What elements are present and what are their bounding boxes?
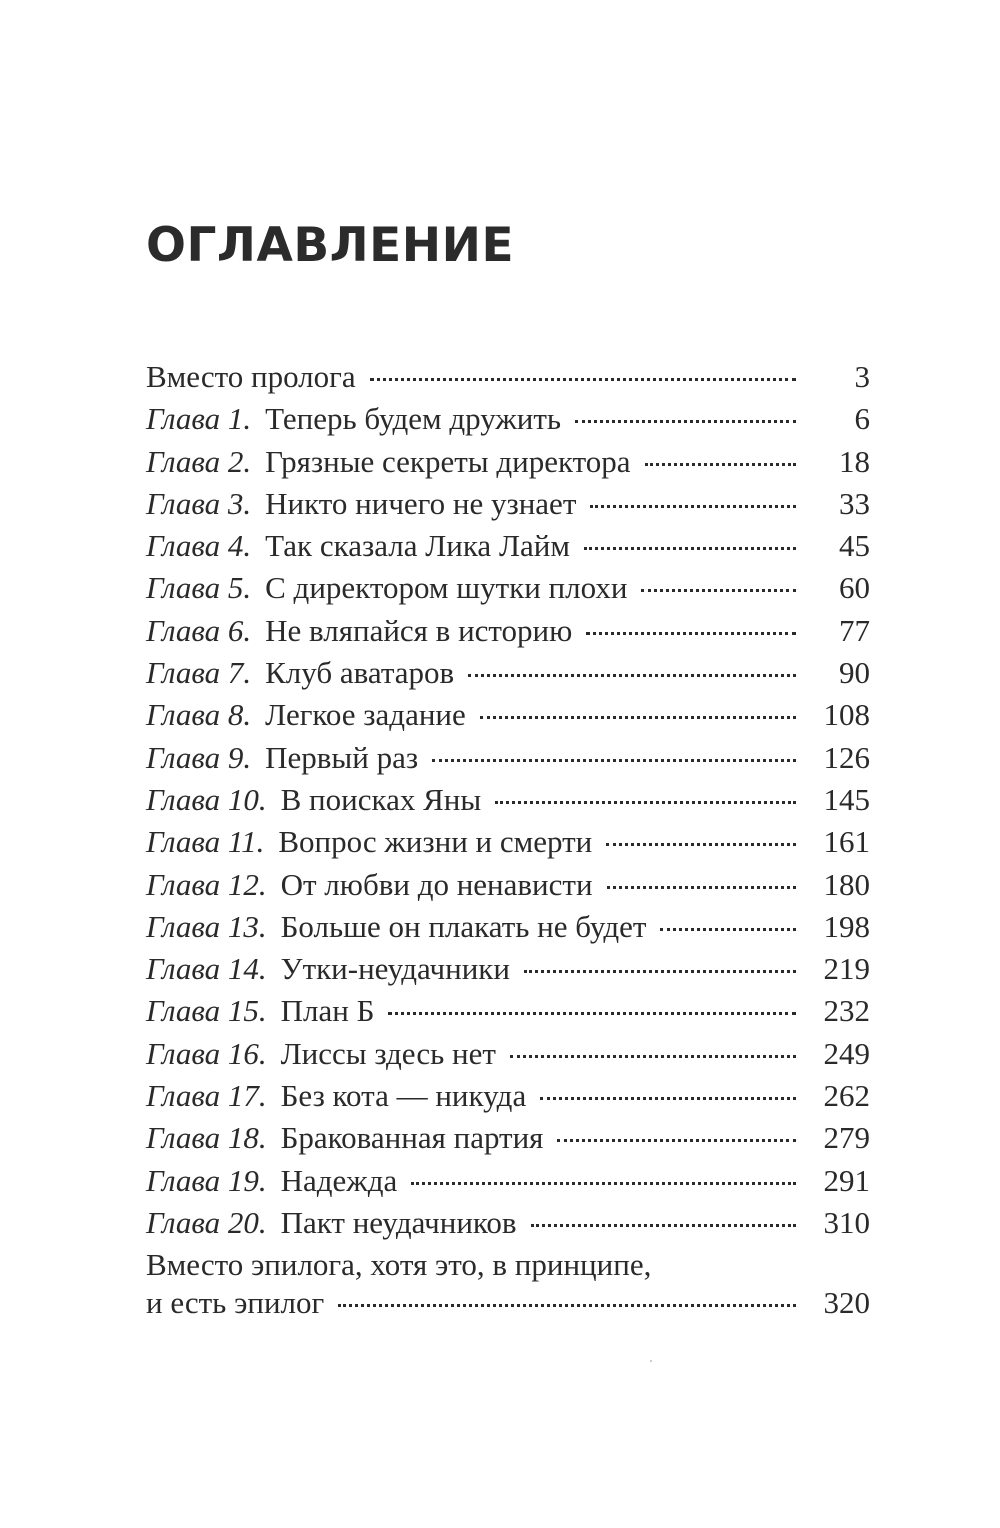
page-number: 291 bbox=[823, 1162, 870, 1198]
dot-leader bbox=[468, 674, 796, 677]
toc-entry-label bbox=[146, 779, 481, 821]
page-number: 126 bbox=[823, 739, 870, 775]
chapter-title: С директором шутки плохи bbox=[265, 570, 628, 606]
dot-leader bbox=[495, 801, 796, 804]
toc-entry-label bbox=[146, 906, 646, 948]
chapter-title: В поисках Яны bbox=[280, 781, 482, 817]
page-number: 33 bbox=[839, 485, 870, 521]
chapter-number: Глава 12. bbox=[146, 866, 267, 902]
toc-entry bbox=[146, 483, 870, 525]
chapter-title: Пакт неудачников bbox=[280, 1204, 517, 1240]
toc-entry-label bbox=[146, 1033, 496, 1075]
toc-entry bbox=[146, 821, 870, 863]
page-number: 279 bbox=[823, 1120, 870, 1156]
chapter-number: Глава 7. bbox=[146, 655, 252, 691]
page-number: 262 bbox=[823, 1078, 870, 1114]
chapter-number: Глава 20. bbox=[146, 1204, 267, 1240]
page-number: 18 bbox=[839, 443, 870, 479]
chapter-title: Теперь будем дружить bbox=[265, 401, 562, 437]
toc-entry-label bbox=[146, 1202, 517, 1244]
chapter-number: Глава 19. bbox=[146, 1162, 267, 1198]
chapter-title: Бракованная партия bbox=[280, 1120, 544, 1156]
dot-leader bbox=[524, 970, 796, 973]
chapter-number: Глава 9. bbox=[146, 739, 252, 775]
dot-leader bbox=[432, 759, 796, 762]
toc-entry bbox=[146, 737, 870, 779]
chapter-number: Глава 13. bbox=[146, 908, 267, 944]
dot-leader bbox=[540, 1097, 796, 1100]
dot-leader bbox=[575, 420, 796, 423]
chapter-title: Больше он плакать не будет bbox=[280, 908, 647, 944]
toc-entry-label bbox=[146, 525, 570, 567]
dot-leader bbox=[388, 1012, 796, 1015]
toc-entry-label bbox=[146, 1160, 397, 1202]
chapter-title: Грязные секреты директора bbox=[265, 443, 631, 479]
toc-entry-label bbox=[146, 1075, 526, 1117]
chapter-number: Глава 3. bbox=[146, 485, 252, 521]
toc-entry bbox=[146, 1117, 870, 1159]
dot-leader bbox=[370, 378, 796, 381]
chapter-number: Глава 10. bbox=[146, 781, 267, 817]
toc-entry bbox=[146, 441, 870, 483]
chapter-title: Утки-неудачники bbox=[280, 951, 510, 987]
chapter-number: Глава 1. bbox=[146, 401, 252, 437]
chapter-number: Глава 15. bbox=[146, 993, 267, 1029]
table-of-contents bbox=[146, 356, 870, 1324]
chapter-number: Глава 16. bbox=[146, 1035, 267, 1071]
toc-entry-label bbox=[146, 948, 510, 990]
dot-leader bbox=[607, 886, 796, 889]
toc-entry bbox=[146, 906, 870, 948]
page-number: 198 bbox=[823, 908, 870, 944]
page-number: 320 bbox=[823, 1285, 870, 1321]
chapter-title: Без кота — никуда bbox=[280, 1078, 527, 1114]
toc-entry-label bbox=[146, 398, 561, 440]
dot-leader bbox=[510, 1055, 796, 1058]
chapter-number: Глава 14. bbox=[146, 951, 267, 987]
toc-entry-label bbox=[146, 864, 593, 906]
page-number: 3 bbox=[854, 359, 870, 394]
dot-leader bbox=[411, 1182, 796, 1185]
chapter-title: План Б bbox=[280, 993, 375, 1029]
chapter-title: Надежда bbox=[280, 1162, 398, 1198]
chapter-title: Так сказала Лика Лайм bbox=[265, 528, 570, 564]
dot-leader bbox=[606, 843, 796, 846]
chapter-title: Никто ничего не узнает bbox=[265, 485, 577, 521]
page-number: 108 bbox=[823, 697, 870, 733]
toc-entry bbox=[146, 356, 870, 398]
toc-entry bbox=[146, 398, 870, 440]
dot-leader bbox=[645, 463, 796, 466]
dot-leader bbox=[338, 1304, 796, 1307]
page-number: 45 bbox=[839, 528, 870, 564]
toc-entry bbox=[146, 1202, 870, 1244]
toc-entry bbox=[146, 567, 870, 609]
page-number: 60 bbox=[839, 570, 870, 606]
epilogue-title-line2: и есть эпилог bbox=[146, 1285, 325, 1321]
dot-leader bbox=[586, 632, 796, 635]
page-title: ОГЛАВЛЕНИЕ bbox=[146, 218, 515, 273]
toc-entry bbox=[146, 1033, 870, 1075]
chapter-title: Клуб аватаров bbox=[265, 655, 455, 691]
chapter-title: Вопрос жизни и смерти bbox=[278, 824, 593, 860]
toc-entry-label bbox=[146, 610, 572, 652]
page-number: 161 bbox=[823, 824, 870, 860]
toc-entry-epilogue bbox=[146, 1244, 870, 1324]
toc-entry bbox=[146, 652, 870, 694]
chapter-number: Глава 18. bbox=[146, 1120, 267, 1156]
page-number: 219 bbox=[823, 951, 870, 987]
toc-entry-label bbox=[146, 694, 466, 736]
chapter-number: Глава 8. bbox=[146, 697, 252, 733]
toc-entry-label bbox=[146, 483, 576, 525]
page-number: 310 bbox=[823, 1204, 870, 1240]
page-number: 180 bbox=[823, 866, 870, 902]
toc-entry bbox=[146, 779, 870, 821]
page-number: 232 bbox=[823, 993, 870, 1029]
page-number: 77 bbox=[839, 612, 870, 648]
page-number: 145 bbox=[823, 781, 870, 817]
toc-entry bbox=[146, 610, 870, 652]
chapter-number: Глава 11. bbox=[146, 824, 265, 860]
page-number: 6 bbox=[854, 401, 870, 437]
chapter-number: Глава 5. bbox=[146, 570, 252, 606]
epilogue-title-line1: Вместо эпилога, хотя это, в принципе, bbox=[146, 1247, 652, 1283]
toc-entry bbox=[146, 864, 870, 906]
toc-entry-label bbox=[146, 652, 454, 694]
toc-entry bbox=[146, 694, 870, 736]
epilogue-second-line bbox=[146, 1282, 870, 1324]
toc-entry-label bbox=[146, 567, 627, 609]
toc-entry bbox=[146, 1160, 870, 1202]
chapter-number: Глава 4. bbox=[146, 528, 252, 564]
chapter-number: Глава 17. bbox=[146, 1078, 267, 1114]
toc-entry-label bbox=[146, 990, 374, 1032]
toc-entry bbox=[146, 1075, 870, 1117]
chapter-title: Не вляпайся в историю bbox=[265, 612, 573, 648]
paper-speck bbox=[650, 1360, 652, 1362]
toc-entry-label bbox=[146, 356, 356, 398]
chapter-number: Глава 2. bbox=[146, 443, 252, 479]
toc-entry-label bbox=[146, 821, 592, 863]
dot-leader bbox=[531, 1224, 796, 1227]
chapter-title: Лиссы здесь нет bbox=[280, 1035, 496, 1071]
toc-entry bbox=[146, 948, 870, 990]
dot-leader bbox=[480, 716, 796, 719]
chapter-title: Вместо пролога bbox=[146, 359, 356, 394]
toc-entry-label bbox=[146, 737, 418, 779]
chapter-title: От любви до ненависти bbox=[280, 866, 593, 902]
dot-leader bbox=[584, 547, 796, 550]
dot-leader bbox=[641, 589, 796, 592]
dot-leader bbox=[590, 505, 796, 508]
chapter-title: Первый раз bbox=[265, 739, 419, 775]
dot-leader bbox=[660, 928, 796, 931]
toc-entry bbox=[146, 525, 870, 567]
toc-entry bbox=[146, 990, 870, 1032]
toc-entry-label bbox=[146, 441, 631, 483]
dot-leader bbox=[557, 1139, 796, 1142]
page-number: 249 bbox=[823, 1035, 870, 1071]
chapter-title: Легкое задание bbox=[265, 697, 466, 733]
toc-entry-label bbox=[146, 1117, 543, 1159]
chapter-number: Глава 6. bbox=[146, 612, 252, 648]
page-number: 90 bbox=[839, 655, 870, 691]
